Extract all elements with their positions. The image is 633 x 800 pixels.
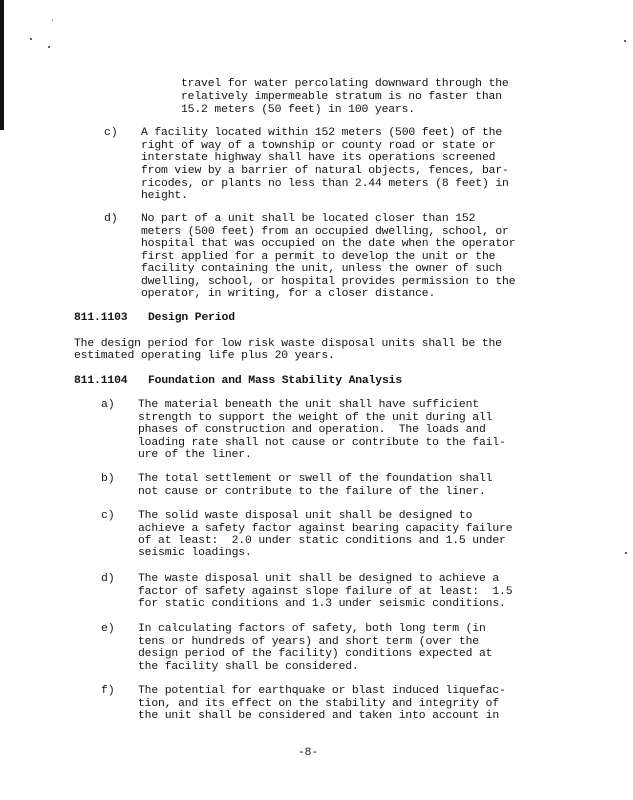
section-body-line: estimated operating life plus 20 years. bbox=[74, 350, 335, 362]
item-line: tens or hundreds of years) and short term (over the bbox=[138, 636, 479, 648]
scan-speck bbox=[625, 552, 627, 554]
item-line: The potential for earthquake or blast induced liquefac- bbox=[138, 685, 506, 697]
item-line: loading rate shall not cause or contribute to the fail- bbox=[138, 437, 506, 449]
item-line: The total settlement or swell of the foundation shall bbox=[138, 473, 493, 485]
item-label: a) bbox=[101, 399, 115, 411]
item-line: dwelling, school, or hospital provides permission to the bbox=[141, 276, 516, 288]
item-line: achieve a safety factor against bearing capacity failure bbox=[138, 523, 513, 535]
item-label: d) bbox=[101, 573, 115, 585]
item-line: design period of the facility) conditions expected at bbox=[138, 648, 493, 660]
item-label: d) bbox=[104, 213, 118, 225]
item-line: ricodes, or plants no less than 2.44 meters (8 feet) in bbox=[141, 178, 509, 190]
item-line: No part of a unit shall be located closer than 152 bbox=[141, 213, 476, 225]
item-line: the unit shall be considered and taken into account in bbox=[138, 710, 500, 722]
continuation-line: 15.2 meters (50 feet) in 100 years. bbox=[181, 104, 415, 116]
item-label: c) bbox=[104, 127, 118, 139]
item-line: from view by a barrier of natural objects, fences, bar- bbox=[141, 165, 509, 177]
item-line: A facility located within 152 meters (500 feet) of the bbox=[141, 127, 503, 139]
item-line: of at least: 2.0 under static conditions and 1.5 under bbox=[138, 535, 506, 547]
section-title: Design Period bbox=[148, 312, 235, 324]
item-line: ure of the liner. bbox=[138, 449, 252, 461]
scan-speck bbox=[624, 40, 626, 42]
item-line: phases of construction and operation. The loads and bbox=[138, 424, 486, 436]
item-line: interstate highway shall have its operations screened bbox=[141, 152, 496, 164]
item-line: The solid waste disposal unit shall be designed to bbox=[138, 510, 473, 522]
item-label: f) bbox=[101, 685, 115, 697]
item-line: facility containing the unit, unless the owner of such bbox=[141, 263, 503, 275]
item-line: not cause or contribute to the failure of the liner. bbox=[138, 486, 486, 498]
item-line: In calculating factors of safety, both long term (in bbox=[138, 623, 486, 635]
item-line: tion, and its effect on the stability and integrity of bbox=[138, 698, 500, 710]
section-number: 811.1104 bbox=[74, 375, 128, 387]
section-body-line: The design period for low risk waste disposal units shall be the bbox=[74, 338, 502, 350]
section-number: 811.1103 bbox=[74, 312, 128, 324]
item-line: right of way of a township or county road or state or bbox=[141, 140, 496, 152]
item-line: seismic loadings. bbox=[138, 547, 252, 559]
item-line: strength to support the weight of the unit during all bbox=[138, 412, 493, 424]
item-line: The waste disposal unit shall be designed to achieve a bbox=[138, 573, 500, 585]
item-label: e) bbox=[101, 623, 115, 635]
item-line: the facility shall be considered. bbox=[138, 661, 359, 673]
item-label: c) bbox=[101, 510, 115, 522]
item-line: meters (500 feet) from an occupied dwelling, school, or bbox=[141, 226, 509, 238]
scan-speck bbox=[30, 38, 32, 40]
continuation-line: relatively impermeable stratum is no faster than bbox=[181, 91, 502, 103]
page-number: -8- bbox=[298, 747, 319, 759]
item-line: height. bbox=[141, 190, 188, 202]
item-label: b) bbox=[101, 473, 115, 485]
item-line: hospital that was occupied on the date when the operator bbox=[141, 238, 516, 250]
item-line: for static conditions and 1.3 under seismic conditions. bbox=[138, 598, 506, 610]
section-title: Foundation and Mass Stability Analysis bbox=[148, 375, 403, 387]
continuation-line: travel for water percolating downward through the bbox=[181, 78, 509, 90]
item-line: operator, in writing, for a closer distance. bbox=[141, 288, 436, 300]
scan-speck bbox=[52, 20, 53, 21]
item-line: first applied for a permit to develop the unit or the bbox=[141, 251, 496, 263]
item-line: factor of safety against slope failure of at least: 1.5 bbox=[138, 586, 513, 598]
scan-edge-mark bbox=[0, 0, 4, 130]
scan-speck bbox=[48, 46, 50, 48]
item-line: The material beneath the unit shall have sufficient bbox=[138, 399, 479, 411]
